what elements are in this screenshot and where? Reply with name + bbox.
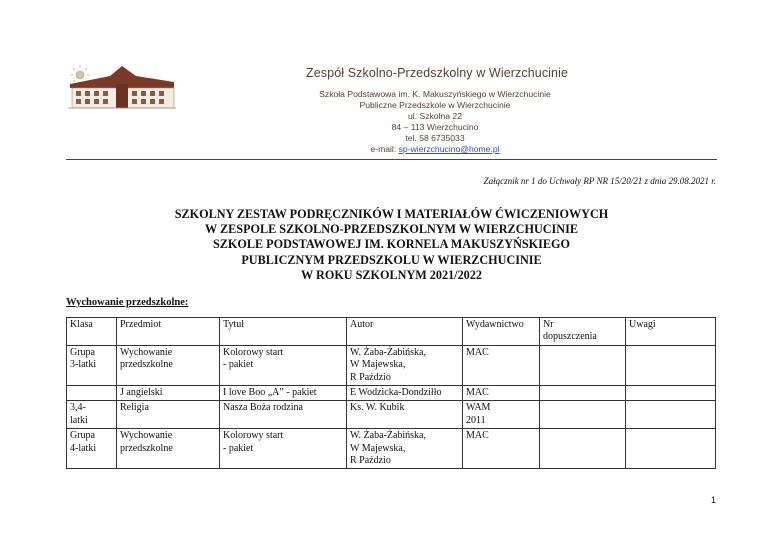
table-row [67, 386, 716, 401]
header-uwagi: Uwagi [626, 318, 716, 346]
cell-autor: E Wodzicka-Dondziłło [347, 386, 463, 401]
letterhead-line: tel. 58 6735033 [405, 133, 465, 143]
header-tytul: Tytuł [220, 318, 347, 346]
letterhead-line: 84 – 113 Wierzchucino [391, 122, 479, 132]
page-number: 1 [710, 495, 716, 505]
cell-tytul: Kolorowy start - pakiet [220, 345, 347, 385]
header-divider [66, 159, 717, 160]
cell-wydawnictwo: MAC [463, 345, 540, 385]
cell-uwagi [626, 386, 716, 401]
email-label: e-mail: [370, 144, 399, 154]
cell-wydawnictwo: MAC [463, 429, 540, 469]
letterhead-line: Szkoła Podstawowa im. K. Makuszyńskiego w Wierzchucinie [319, 89, 551, 99]
cell-uwagi [626, 401, 716, 429]
header-przedmiot: Przedmiot [117, 318, 220, 346]
cell-wydawnictwo: MAC [463, 386, 540, 401]
title-line: PUBLICZNYM PRZEDSZKOLU W WIERZCHUCINIE [241, 252, 542, 267]
cell-autor: W. Żaba-Żabińska, W Majewska, R Paździo [347, 429, 463, 469]
cell-uwagi [626, 429, 716, 469]
table-header-row [67, 318, 716, 346]
cell-klasa [67, 386, 117, 401]
title-line: SZKOLNY ZESTAW PODRĘCZNIKÓW I MATERIAŁÓW ĆWICZENIOWYCH [174, 207, 609, 221]
title-line: W ROKU SZKOLNYM 2021/2022 [301, 267, 482, 282]
section-heading: Wychowanie przedszkolne: [66, 297, 189, 308]
school-name: Zespół Szkolno-Przedszkolny w Wierzchucinie [306, 66, 569, 80]
table-row [67, 429, 716, 469]
cell-przedmiot: J angielski [117, 386, 220, 401]
email-link[interactable]: sp-wierzchucino@home.pl [398, 144, 500, 154]
cell-przedmiot: Wychowanie przedszkolne [117, 345, 220, 385]
cell-tytul: Nasza Boża rodzina [220, 401, 347, 429]
cell-autor: Ks. W. Kubik [347, 401, 463, 429]
table-row [67, 345, 716, 385]
cell-wydawnictwo: WAM 2011 [463, 401, 540, 429]
annex-note: Załącznik nr 1 do Uchwały RP NR 15/20/21 z dnia 29.08.2021 r. [483, 176, 716, 186]
cell-tytul: I love Boo „A” - pakiet [220, 386, 347, 401]
textbook-table [66, 317, 716, 469]
cell-klasa: Grupa 3-latki [67, 345, 117, 385]
cell-przedmiot: Wychowanie przedszkolne [117, 429, 220, 469]
cell-klasa: 3,4- latki [67, 401, 117, 429]
cell-autor: W. Żaba-Żabińska, W Majewska, R Paździo [347, 345, 463, 385]
cell-nr [540, 345, 626, 385]
school-building-logo [66, 62, 178, 112]
letterhead-address [300, 89, 570, 155]
table-row [67, 401, 716, 429]
document-title [66, 207, 717, 283]
cell-tytul: Kolorowy start - pakiet [220, 429, 347, 469]
header-wydawnictwo: Wydawnictwo [463, 318, 540, 346]
letterhead-line: ul. Szkolna 22 [408, 111, 462, 121]
letterhead-line: Publiczne Przedszkole w Wierzchucinie [359, 100, 511, 110]
cell-klasa: Grupa 4-latki [67, 429, 117, 469]
header-autor: Autor [347, 318, 463, 346]
title-line: SZKOLE PODSTAWOWEJ IM. KORNELA MAKUSZYŃSKIEGO [213, 237, 570, 252]
header-klasa: Klasa [67, 318, 117, 346]
cell-przedmiot: Religia [117, 401, 220, 429]
email-line [300, 144, 570, 155]
title-line: W ZESPOLE SZKOLNO-PRZEDSZKOLNYM W WIERZCHUCINIE [205, 222, 578, 237]
letterhead [300, 66, 570, 155]
cell-uwagi [626, 345, 716, 385]
cell-nr [540, 386, 626, 401]
cell-nr [540, 429, 626, 469]
header-nr-dopuszczenia: Nr dopuszczenia [540, 318, 626, 346]
cell-nr [540, 401, 626, 429]
